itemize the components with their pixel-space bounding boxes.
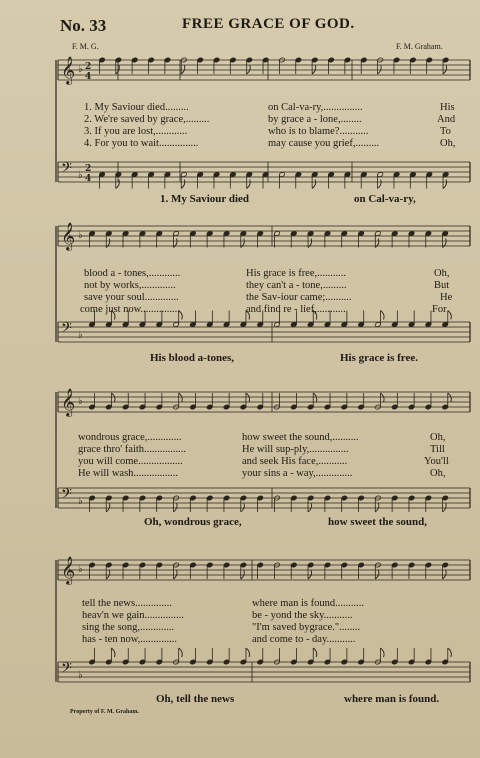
note-flag — [247, 180, 251, 189]
note-flag — [308, 570, 312, 579]
lyric-s2-v4-c: For — [432, 304, 447, 315]
lyric-s4-v4-a: has - ten now,.............. — [82, 634, 177, 645]
note-flag — [106, 503, 110, 512]
lyric-s4-v3-b: "I'm saved bygrace."........ — [252, 622, 361, 633]
note-flag — [111, 393, 115, 402]
note-flag — [443, 65, 447, 74]
note-flag — [443, 570, 447, 579]
lyric-s1-v2-a: 2. We're saved by grace,......... — [84, 114, 210, 125]
note-flag — [448, 648, 452, 657]
treble-clef: 𝄞 — [61, 56, 76, 84]
key-flat: ♭ — [78, 396, 83, 407]
lyric-s1-v1-a: 1. My Saviour died......... — [84, 102, 189, 113]
treble-clef: 𝄞 — [61, 556, 76, 584]
note-flag — [448, 393, 452, 402]
lyric-s2-v2-a: not by works,............. — [84, 280, 176, 291]
note-flag — [378, 180, 382, 189]
note-flag — [246, 393, 250, 402]
bass-lyric-s4-b: where man is found. — [344, 693, 440, 705]
note-flag — [448, 311, 452, 320]
time-signature-top: 2 — [85, 62, 92, 72]
lyric-s1-v3-b: who is to blame?........... — [268, 126, 369, 137]
note-flag — [241, 570, 245, 579]
note-flag — [179, 648, 183, 657]
key-flat: ♭ — [78, 564, 83, 575]
note-flag — [111, 648, 115, 657]
treble-clef: 𝄞 — [61, 222, 76, 250]
bass-clef: 𝄢 — [61, 660, 72, 680]
note-flag — [173, 503, 177, 512]
property-notice: Property of F. M. Graham. — [70, 709, 139, 715]
note-flag — [443, 180, 447, 189]
lyric-s2-v3-b: the Sav-iour came;.......... — [246, 292, 352, 303]
lyric-s3-v2-b: He will sup-ply,............... — [242, 444, 349, 455]
lyric-s2-v1-b: His grace is free,........... — [246, 268, 347, 279]
hymn-title: FREE GRACE OF GOD. — [182, 16, 355, 32]
lyric-s3-v4-b: your sins a - way,.............. — [242, 468, 353, 479]
treble-clef: 𝄞 — [61, 388, 76, 416]
note-flag — [241, 503, 245, 512]
lyric-s2-v3-c: He — [440, 292, 453, 303]
note-flag — [375, 503, 379, 512]
lyric-s3-v3-c: You'll — [424, 456, 449, 467]
bass-lyric-s2-a: His blood a-tones, — [150, 352, 235, 364]
note-flag — [375, 570, 379, 579]
key-flat: ♭ — [78, 670, 83, 681]
author-initials: F. M. G. — [72, 42, 99, 51]
lyric-s2-v1-a: blood a - tones,............ — [84, 268, 181, 279]
bass-lyric-s1-b: on Cal-va-ry, — [354, 193, 416, 205]
key-flat: ♭ — [78, 230, 83, 241]
lyric-s2-v1-c: Oh, — [434, 268, 450, 279]
lyric-s3-v1-a: wondrous grace,............. — [78, 432, 182, 443]
note-flag — [116, 65, 120, 74]
key-flat: ♭ — [78, 496, 83, 507]
bass-clef: 𝄢 — [61, 160, 72, 180]
lyric-s1-v2-b: by grace a - lone,........ — [268, 114, 362, 125]
lyric-s3-v1-c: Oh, — [430, 432, 446, 443]
note-flag — [381, 648, 385, 657]
lyric-s3-v2-a: grace thro' faith................ — [78, 444, 187, 455]
lyric-s2-v2-c: But — [434, 280, 450, 291]
note-flag — [246, 648, 250, 657]
note-flag — [381, 311, 385, 320]
note-flag — [313, 648, 317, 657]
lyric-s1-v4-a: 4. For you to wait............... — [84, 138, 199, 149]
lyric-s2-v4-a: come just now............... — [80, 304, 180, 315]
note-flag — [116, 180, 120, 189]
lyric-s2-v4-b: and find re - lief,........... — [246, 304, 346, 315]
time-signature-bottom: 4 — [85, 174, 92, 184]
lyric-s4-v1-a: tell the news.............. — [82, 598, 172, 609]
lyric-s4-v2-b: be - yond the sky........... — [252, 610, 353, 621]
lyric-s1-v2-c: And — [437, 114, 456, 125]
bass-lyric-s2-b: His grace is free. — [340, 352, 418, 364]
bass-lyric-s3-b: how sweet the sound, — [328, 516, 428, 528]
note-flag — [312, 65, 316, 74]
lyric-s3-v2-c: Till — [430, 444, 445, 455]
bass-lyric-s4-a: Oh, tell the news — [156, 693, 235, 705]
bass-lyric-s1-a: 1. My Saviour died — [160, 193, 250, 205]
note-flag — [106, 570, 110, 579]
lyric-s1-v3-c: To — [440, 126, 451, 137]
note-flag — [308, 503, 312, 512]
bass-lyric-s3-a: Oh, wondrous grace, — [144, 516, 242, 528]
lyric-s2-v3-a: save your soul............. — [84, 292, 179, 303]
note-flag — [181, 65, 185, 74]
lyric-s3-v3-a: you will come................. — [78, 456, 183, 467]
lyric-s4-v4-b: and come to - day........... — [252, 634, 356, 645]
lyric-s1-v3-a: 3. If you are lost,............ — [84, 126, 188, 137]
lyric-s4-v2-a: heav'n we gain............... — [82, 610, 184, 621]
lyric-s1-v1-c: His — [440, 102, 455, 113]
lyric-s3-v4-a: He will wash................. — [78, 468, 179, 479]
time-signature-top: 2 — [85, 164, 92, 174]
lyric-s3-v1-b: how sweet the sound,.......... — [242, 432, 359, 443]
lyric-s3-v3-b: and seek His face,........... — [242, 456, 348, 467]
bass-clef: 𝄢 — [61, 486, 72, 506]
lyric-s3-v4-c: Oh, — [430, 468, 446, 479]
hymn-number: No. 33 — [60, 16, 107, 35]
key-flat: ♭ — [78, 330, 83, 341]
lyric-s1-v4-b: may cause you grief,......... — [268, 138, 380, 149]
key-flat: ♭ — [78, 170, 83, 181]
lyric-s1-v4-c: Oh, — [440, 138, 456, 149]
note-flag — [181, 180, 185, 189]
note-flag — [381, 393, 385, 402]
lyric-s1-v1-b: on Cal-va-ry,............... — [268, 102, 363, 113]
note-flag — [247, 65, 251, 74]
note-flag — [179, 393, 183, 402]
lyric-s4-v3-a: sing the song,............. — [82, 622, 175, 633]
lyric-s4-v1-b: where man is found........... — [252, 598, 364, 609]
author-name: F. M. Graham. — [396, 42, 443, 51]
note-flag — [378, 65, 382, 74]
lyric-s2-v2-b: they can't a - tone,......... — [246, 280, 347, 291]
note-flag — [443, 503, 447, 512]
key-flat: ♭ — [78, 64, 83, 75]
time-signature-bottom: 4 — [85, 72, 92, 82]
note-flag — [313, 393, 317, 402]
bass-clef: 𝄢 — [61, 320, 72, 340]
note-flag — [312, 180, 316, 189]
note-flag — [173, 570, 177, 579]
